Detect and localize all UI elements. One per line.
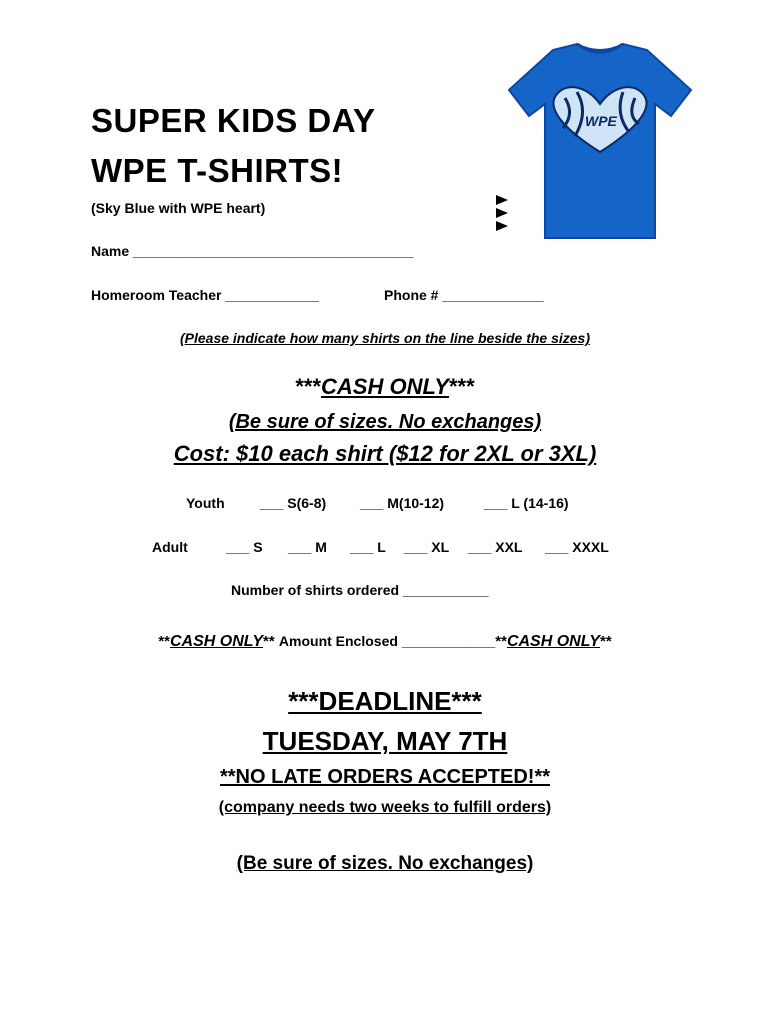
adult-size-xxl: ___ XXL [468,539,523,555]
sizes-reminder: (Be sure of sizes. No exchanges) [236,853,534,874]
youth-size-large: ___ L (14-16) [484,495,569,511]
deadline-date: TUESDAY, MAY 7TH [262,726,508,756]
stars-left: ** [158,633,170,650]
flyer-title-line1: SUPER KIDS DAY [91,102,376,139]
no-late-orders: **NO LATE ORDERS ACCEPTED!** [219,766,551,788]
stars-right-close: ** [599,633,612,650]
homeroom-teacher-field: Homeroom Teacher ____________ [91,287,319,303]
youth-sizes-row [0,495,770,513]
adult-size-m: ___ M [288,539,327,555]
cash-only-stars-left: *** [295,374,322,399]
deadline-heading: ***DEADLINE*** [288,686,482,716]
shirt-count-field: Number of shirts ordered ___________ [231,582,489,598]
adult-size-xl: ___ XL [404,539,450,555]
name-field: Name ____________________________________ [91,243,414,259]
phone-field: Phone # _____________ [384,287,544,303]
company-note: (company needs two weeks to fulfill orders) [218,799,552,816]
stars-left-close: ** [263,633,275,650]
tshirt-image [505,42,695,242]
stars-right: ** [495,633,507,650]
shirt-color-note: (Sky Blue with WPE heart) [91,200,266,216]
youth-size-small: ___ S(6-8) [260,495,327,511]
cash-only-stars-right: *** [448,374,475,399]
sizes-warning: (Be sure of sizes. No exchanges) [228,411,542,433]
cost-line: Cost: $10 each shirt ($12 for 2XL or 3XL) [173,441,597,466]
adult-label: Adult [152,539,188,555]
youth-label: Youth [186,495,225,511]
flyer-title-line2: WPE T-SHIRTS! [91,152,344,189]
adult-sizes-row [0,539,770,557]
arrow-bullets-icon [494,194,512,234]
adult-size-xxxl: ___ XXXL [545,539,609,555]
youth-size-medium: ___ M(10-12) [360,495,445,511]
amount-enclosed-field: Amount Enclosed ____________ [278,633,496,649]
adult-size-l: ___ L [350,539,386,555]
cash-only-label: CASH ONLY [321,374,449,399]
adult-size-s: ___ S [226,539,263,555]
shirt-heart-text: WPE [585,113,617,129]
cash-only-right: CASH ONLY [506,633,600,650]
cash-only-heading [0,374,770,400]
amount-enclosed-line [0,633,770,651]
cash-only-left: CASH ONLY [170,633,264,650]
instruction-text: (Please indicate how many shirts on the line beside the sizes) [179,330,590,346]
